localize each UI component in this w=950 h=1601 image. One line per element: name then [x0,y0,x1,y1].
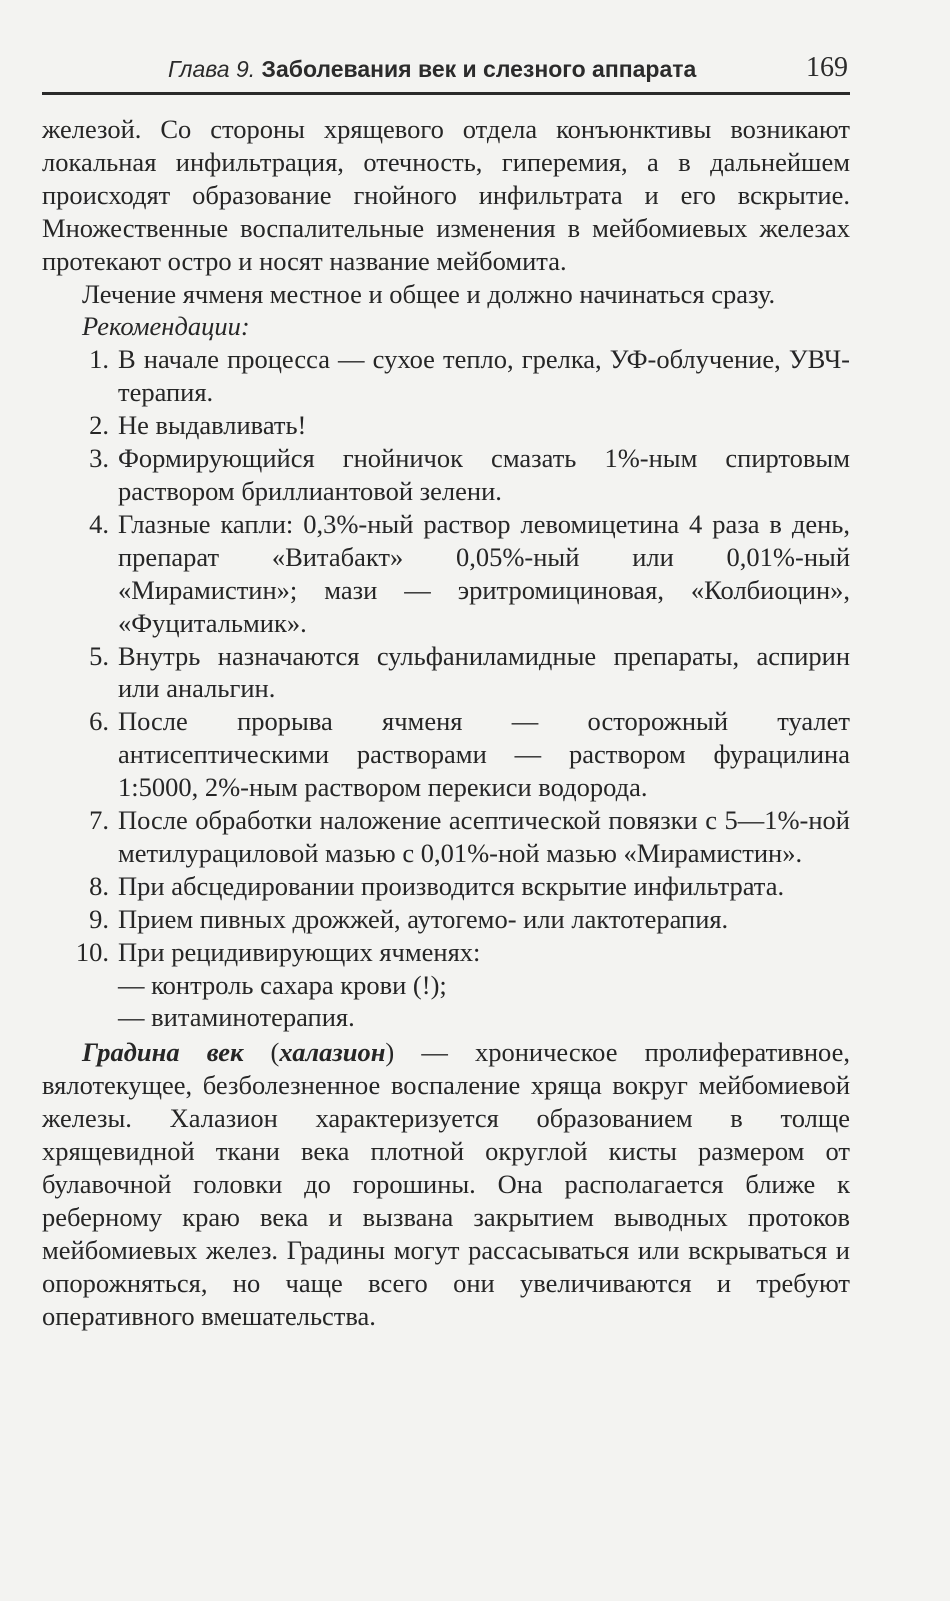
sub-list-item: — витаминотерапия. [118,1002,355,1033]
list-number: 3. [89,443,109,474]
sub-list-item: — контроль сахара крови (!); [118,969,447,1000]
list-text: Прием пивных дрожжей, аутогемо- или лактотерапия. [118,903,729,934]
list-number: 1. [89,344,109,375]
list-number: 5. [89,640,109,671]
list-text: После прорыва ячменя — осторожный туалет антисептическими растворами — раствором фурацилина 1:5000, 2%-ным раствором перекиси водорода. [118,706,850,803]
recommendations-list [42,343,850,1034]
list-item [42,442,850,508]
list-item [42,936,850,1035]
list-text: При рецидивирующих ячменях: [118,936,481,967]
chapter-label: Глава 9. [168,56,256,82]
body-text [42,113,850,1333]
running-head [42,52,850,92]
running-head-title [168,56,696,83]
list-number: 9. [89,903,109,934]
list-text: Формирующийся гнойничок смазать 1%-ным спиртовым раствором бриллиантовой зелени. [118,443,850,506]
list-item [42,804,850,870]
list-text: В начале процесса — сухое тепло, грелка, УФ-облучение, УВЧ-терапия. [118,344,850,408]
list-item [42,508,850,640]
list-item [42,409,850,442]
recommendations-heading: Рекомендации: [82,311,250,342]
list-number: 6. [89,706,109,737]
list-number: 2. [89,410,109,441]
list-item [42,705,850,804]
paragraph-continuation: железой. Со стороны хрящевого отдела конъюнктивы возникают локальная инфильтрация, отечность, гиперемия, а в дальнейшем происходят образование гнойного инфильтрата и его вскрытие. Множественные воспалительные изменения в мейбомиевых железах протекают остро и носят название мейбомита. [42,114,850,276]
header-rule [42,92,850,95]
list-text: После обработки наложение асептической повязки с 5—1%-ной метилурациловой мазью с 0,01%-ной мазью «Мирамистин». [118,805,850,868]
list-text: Внутрь назначаются сульфаниламидные препараты, аспирин или анальгин. [118,640,850,704]
list-text: При абсцедировании производится вскрытие инфильтрата. [118,870,785,901]
open-paren: ( [243,1037,280,1068]
list-item [42,903,850,936]
sub-list [118,969,850,1035]
list-text: Не выдавливать! [118,410,307,441]
list-number: 10. [75,936,109,967]
page-number: 169 [806,52,848,83]
list-number: 7. [89,805,109,836]
list-text: Глазные капли: 0,3%-ный раствор левомицетина 4 раза в день, препарат «Витабакт» 0,05%-ный или 0,01%-ный «Мирамистин»; мази — эритромициновая, «Колбиоцин», «Фуцитальмик». [118,508,850,638]
term-chalazion-synonym: халазион [279,1037,386,1068]
list-number: 8. [89,870,109,901]
chapter-title: Заболевания век и слезного аппарата [261,56,697,82]
chalazion-description: ) — хроническое пролиферативное, вялотекущее, безболезненное воспаление хряща вокруг мейбомиевой железы. Халазион характеризуется образованием в толще хрящевидной ткани века плотной округлой кисты размером от булавочной головки до горошины. Она располагается ближе к реберному краю века и вызвана закрытием выводных протоков мейбомиевых желез. Градины могут рассасываться или вскрываться и опорожняться, но чаще всего они увеличиваются и требуют оперативного вмешательства. [42,1037,850,1331]
list-item [42,343,850,409]
list-number: 4. [89,508,109,539]
term-chalazion: Градина век [82,1037,244,1068]
list-item [42,870,850,903]
paragraph-chalazion [42,1036,850,1332]
paragraph-treatment: Лечение ячменя местное и общее и должно начинаться сразу. [82,278,776,309]
list-item [42,640,850,706]
